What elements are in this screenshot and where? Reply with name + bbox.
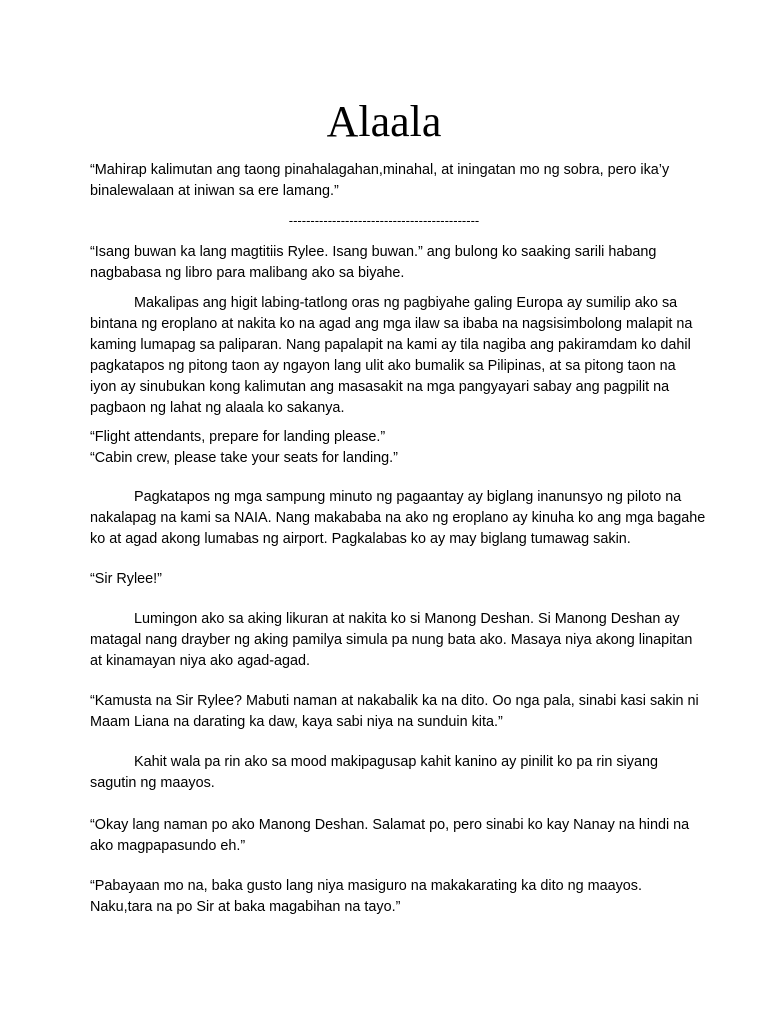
paragraph-line: matagal nang drayber ng aking pamilya simula pa nung bata ako. Masaya niya akong linapitan <box>90 632 693 648</box>
paragraph-line: “Flight attendants, prepare for landing please.” <box>90 429 386 445</box>
paragraph-line: sagutin ng maayos. <box>90 775 215 791</box>
paragraph-line: Pagkatapos ng mga sampung minuto ng pagaantay ay biglang inanunsyo ng piloto na <box>134 489 682 505</box>
document-title: Alaala <box>326 97 442 146</box>
paragraph-line: pagbaon ng lahat ng alaala ko sakanya. <box>90 400 345 416</box>
section-divider: -------------------------------------------- <box>288 213 480 228</box>
paragraph-6 <box>90 609 693 672</box>
paragraph-7 <box>90 691 699 733</box>
paragraph-line: Maam Liana na darating ka daw, kaya sabi niya na sunduin kita.” <box>90 714 503 730</box>
paragraph-line: pagkatapos ng pitong taon ay ngayon lang ulit ako bumalik sa Pilipinas, at sa pitong taon na <box>90 358 676 374</box>
paragraph-line: Lumingon ako sa aking likuran at nakita ko si Manong Deshan. Si Manong Deshan ay <box>134 611 680 627</box>
paragraph-line: Kahit wala pa rin ako sa mood makipagusap kahit kanino ay pinilit ko pa rin siyang <box>134 754 658 770</box>
paragraph-line: kaming lumapag sa paliparan. Nang papalapit na kami ay tila nagiba ang pakiramdam ko dahil <box>90 337 691 353</box>
paragraph-2 <box>90 293 693 419</box>
paragraph-8 <box>90 752 680 794</box>
paragraph-4 <box>90 487 706 550</box>
paragraph-line: Naku,tara na po Sir at baka magabihan na tayo.” <box>90 899 401 915</box>
paragraph-line: ko at agad akong lumabas ng airport. Pagkalabas ko ay may biglang tumawag sakin. <box>90 531 631 547</box>
paragraph-line: nagbabasa ng libro para malibang ako sa biyahe. <box>90 265 405 281</box>
paragraph-3 <box>90 427 680 469</box>
paragraph-line: “Kamusta na Sir Rylee? Mabuti naman at nakabalik ka na dito. Oo nga pala, sinabi kasi sakin ni <box>90 693 699 709</box>
paragraph-line: at kinamayan niya ako agad-agad. <box>90 653 311 669</box>
paragraph-line: “Sir Rylee!” <box>90 571 162 587</box>
paragraph-line: “Isang buwan ka lang magtitiis Rylee. Isang buwan.” ang bulong ko saaking sarili habang <box>90 244 657 260</box>
paragraph-line: “Okay lang naman po ako Manong Deshan. Salamat po, pero sinabi ko kay Nanay na hindi na <box>90 817 690 833</box>
paragraph-line: Makalipas ang higit labing-tatlong oras ng pagbiyahe galing Europa ay sumilip ako sa <box>134 295 678 311</box>
paragraph-line: iyon ay sinubukan kong kalimutan ang masasakit na mga pangyayari sabay ang pagpilit na <box>90 379 670 395</box>
paragraph-9 <box>90 815 690 857</box>
paragraph-1 <box>90 242 680 284</box>
paragraph-10 <box>90 876 680 918</box>
paragraph-line: “Pabayaan mo na, baka gusto lang niya masiguro na makakarating ka dito ng maayos. <box>90 878 642 894</box>
epigraph-line: binalewalaan at iniwan sa ere lamang.” <box>90 183 339 199</box>
paragraph-line: nakalapag na kami sa NAIA. Nang makababa na ako ng eroplano ay kinuha ko ang mga bagahe <box>90 510 706 526</box>
epigraph-line: “Mahirap kalimutan ang taong pinahalagahan,minahal, at iningatan mo ng sobra, pero ika’y <box>90 162 670 178</box>
epigraph <box>90 160 680 202</box>
paragraph-line: bintana ng eroplano at nakita ko na agad ang mga ilaw sa ibaba na nagsisimbolong malapit na <box>90 316 693 332</box>
paragraph-5 <box>90 569 680 590</box>
paragraph-line: ako magpapasundo eh.” <box>90 838 246 854</box>
paragraph-line: “Cabin crew, please take your seats for landing.” <box>90 450 398 466</box>
